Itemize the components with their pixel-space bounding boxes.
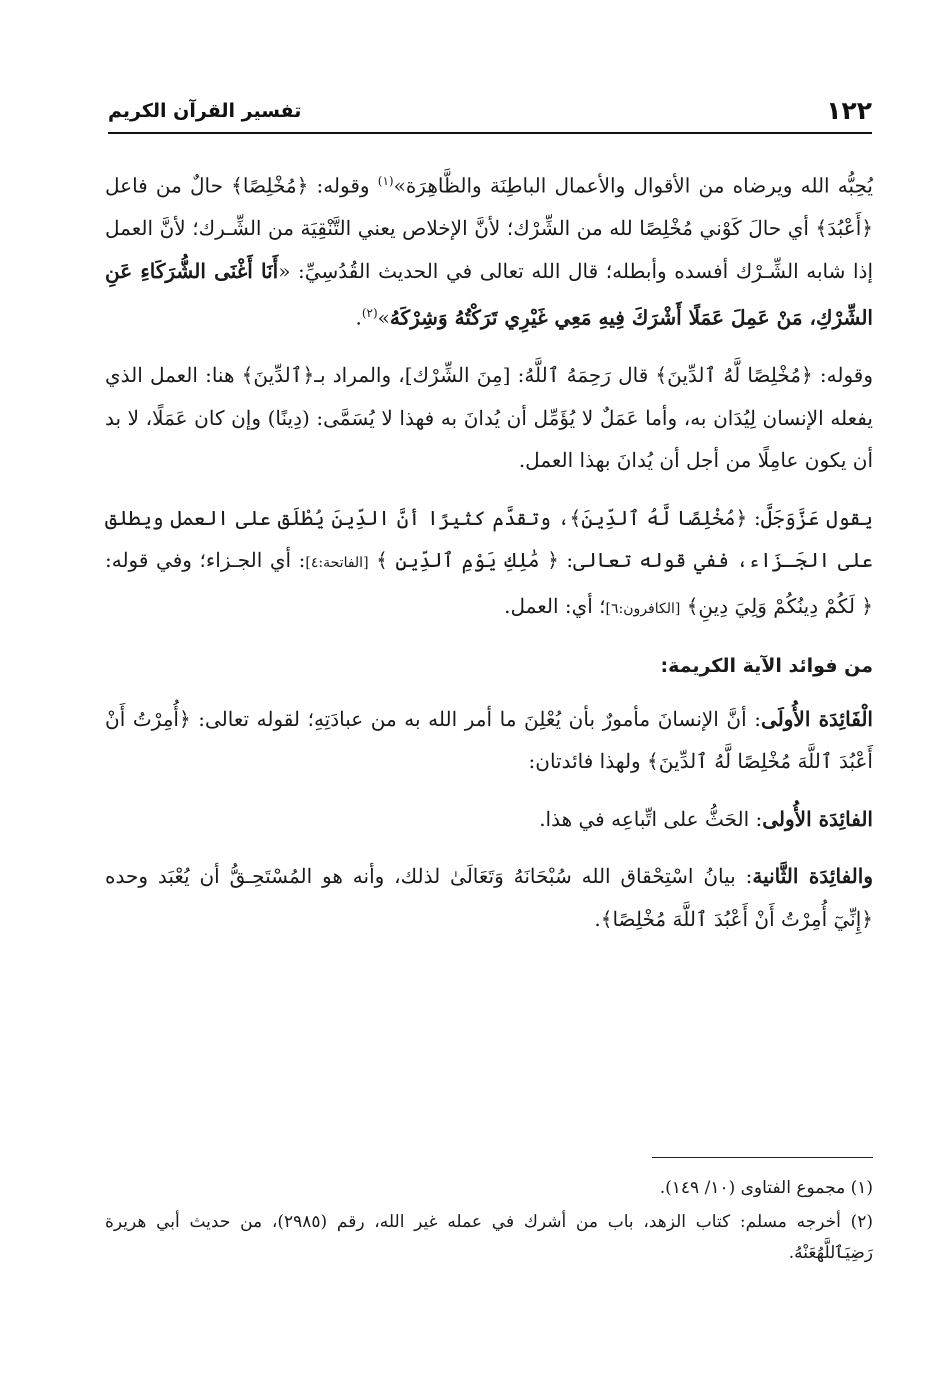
footnote-marker-2: (٢): [361, 306, 378, 321]
paragraph-3: [105, 497, 873, 631]
page-header: [108, 96, 872, 130]
verse-reference-1: [الفاتحة:٤]: [305, 555, 369, 572]
hadith-close: »: [377, 305, 390, 330]
page-number: ١٢٢: [826, 96, 872, 125]
benefit-1-text: : أنَّ الإنسانَ مأمورٌ بأن يُعْلِنَ ما أمر الله به من عبادَتِهِ؛ لقوله تعالى: ﴿أُمِرْتُ أَنْ أَعْبُدَ ٱللَّهَ مُخْلِصًا لَّهُ ٱلدِّينَ﴾ ولهذا فائدتان:: [105, 706, 873, 774]
running-title: تفسير القرآن الكريم: [108, 100, 302, 122]
hadith-quote: أَنَا أَغْنَى الشُّرَكَاءِ عَنِ الشِّرْكِ، مَنْ عَمِلَ عَمَلًا أَشْرَكَ فِيهِ مَعِي غَيْرِي تَرَكْتُهُ وَشِرْكَهُ: [105, 258, 873, 330]
footnote-1: (١) مجموع الفتاوى (١٠/ ١٤٩).: [659, 1178, 873, 1198]
paragraph-3-part-a: يقول عَزَّوَجَلَّ: ﴿مُخْلِصًا لَّهُ ٱلدِّينَ﴾، وتقدَّم كثيرًا أنَّ الدِّينَ يُطْلَق على العمل ويطلق على الجَـزَاء، ففي قوله تعالى: ﴿ مَٰلِكِ يَوْمِ ٱلدِّينِ ﴾: [105, 505, 873, 573]
paragraph-1-start: يُحِبُّه الله ويرضاه من الأقوال والأعمال الباطِنَة والظَّاهِرَة»: [393, 173, 874, 198]
sub-benefit-2-text: : بيانُ اسْتِحْقاق الله سُبْحَانَهُ وَتَعَالَىٰ لذلك، وأنه هو المُسْتَحِـقُّ أن يُعْبَد وحده ﴿إِنِّيٓ أُمِرْتُ أَنْ أَعْبُدَ ٱللَّهَ مُخْلِصًا﴾.: [105, 864, 873, 931]
sub-benefit-2-label: والفائِدَة الثَّانية: [752, 864, 873, 889]
main-text: [105, 160, 873, 955]
paragraph-2: وقوله: ﴿مُخْلِصًا لَّهُ ٱلدِّينَ﴾ قال رَحِمَهُ ٱللَّهُ: [مِنَ الشِّرْك]، والمراد بـ﴿ٱلدِّينَ﴾ هنا: العمل الذي يفعله الإنسان لِيُدَان به، وأما عَمَلٌ لا يُؤَمِّل أن يُدانَ به فهذا لا يُسَمَّى: (دِينًا) وإن كان عَمَلًا، لا بد أن يكون عامِلًا من أجل أن يُدانَ بهذا العمل.: [105, 363, 873, 473]
paragraph-1: [105, 160, 873, 339]
verse-reference-2: [الكافرون:٦]: [605, 600, 681, 617]
sub-benefit-1-label: الفائِدَة الأُولى: [762, 806, 873, 831]
footnote-2: (٢) أخرجه مسلم: كتاب الزهد، باب من أشرك في عمله غير الله، رقم (٢٩٨٥)، من حديث أبي هريرة رَضِيَٱللَّهُعَنْهُ.: [105, 1212, 874, 1263]
paragraph-3-part-b: : أي الجـزاء؛ وفي قوله: ﴿ لَكُمْ دِينُكُمْ وَلِيَ دِينِ﴾: [105, 548, 873, 618]
benefit-1-label: الْفَائِدَة الأُولَى: [761, 706, 873, 731]
paragraph-1-middle: وقوله: ﴿مُخْلِصًا﴾ حالٌ من فاعل ﴿أَعْبُدَ﴾ أي حالَ كَوْني مُخْلِصًا لله من الشِّرْك؛ لأنَّ الإخلاص يعني التَّنْقِيَة من الشِّـرك؛ لأنَّ العمل إذا شابه الشِّـرْك أفسده وأبطله؛ قال الله تعالى في الحديث القُدُسِيِّ: «: [105, 173, 874, 283]
benefit-1: [105, 698, 873, 783]
header-rule: [108, 132, 872, 134]
paragraph-1-end: .: [355, 305, 362, 330]
footnote-separator: [652, 1157, 873, 1158]
section-heading: من فوائد الآية الكريمة:: [660, 655, 873, 678]
paragraph-3-part-c: ؛ أي: العمل.: [504, 593, 606, 618]
sub-benefit-1: [105, 798, 873, 841]
footnote-marker-1: (١): [377, 174, 394, 188]
footnotes: [105, 1173, 873, 1272]
sub-benefit-1-text: : الحَثُّ على اتِّباعِه في هذا.: [539, 806, 763, 831]
sub-benefit-2: [105, 855, 873, 940]
